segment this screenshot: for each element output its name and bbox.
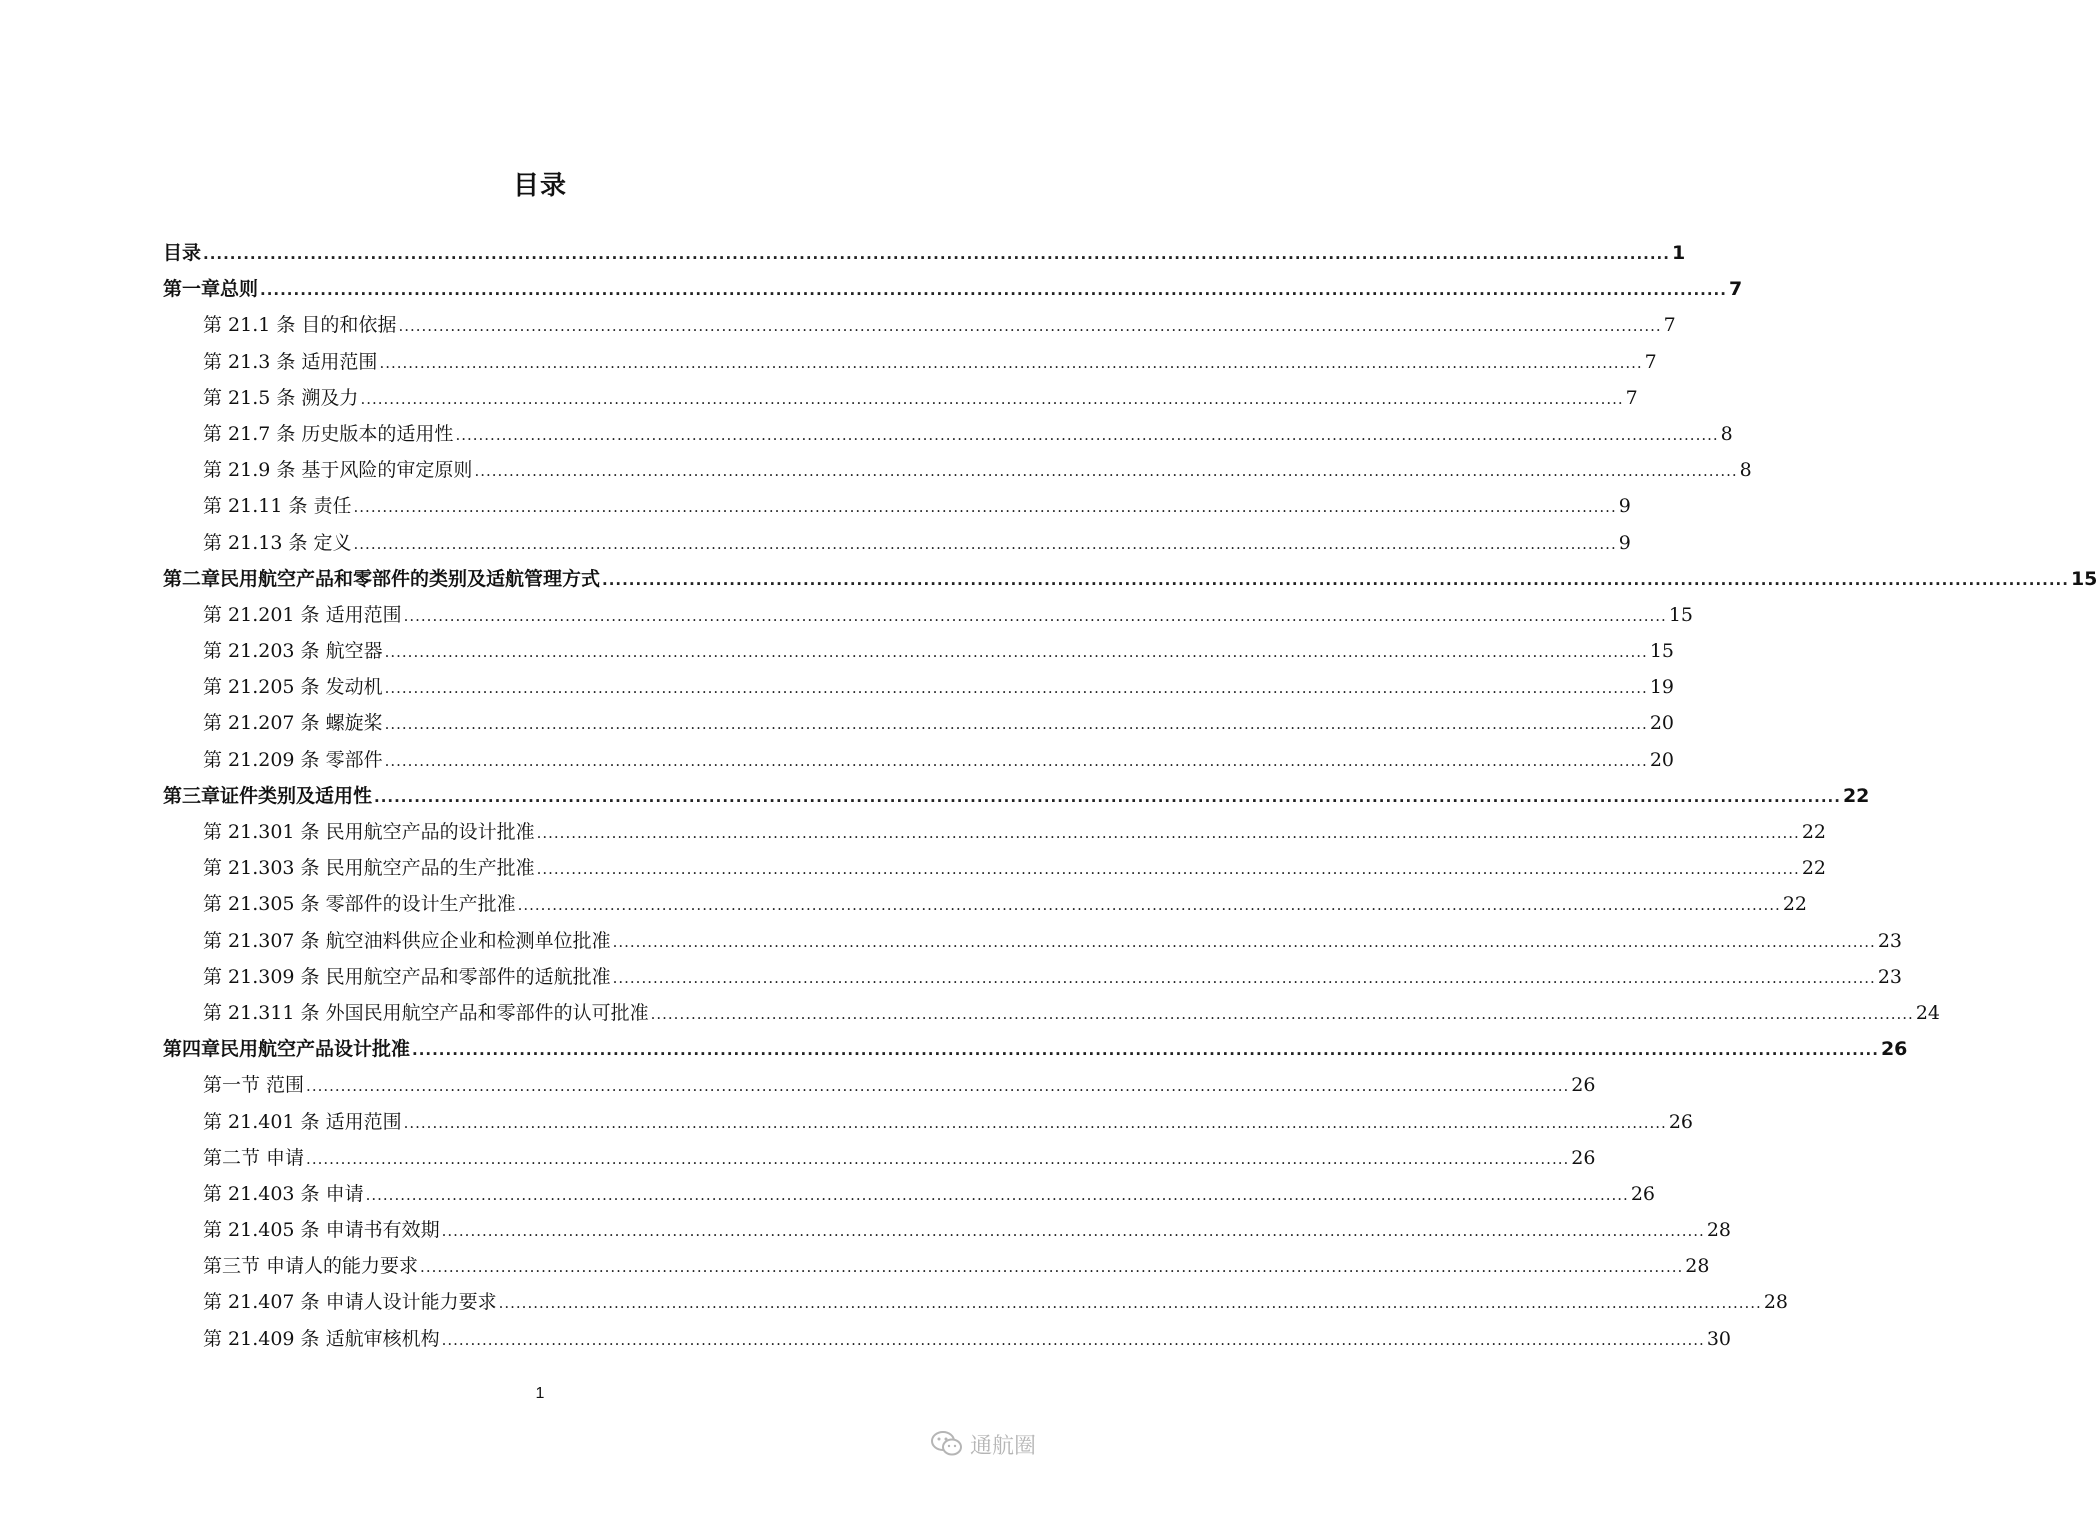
toc-entry-page: 9 [1618, 495, 1631, 518]
toc-leader-dots: ........................................................................................................................................................................................................................... [441, 1222, 1705, 1241]
toc-item-entry[interactable] [163, 452, 1752, 488]
toc-entry-label: 第三节 申请人的能力要求 [203, 1255, 419, 1278]
toc-item-entry[interactable] [163, 525, 1631, 561]
toc-item-entry[interactable] [163, 307, 1676, 343]
toc-leader-dots: ........................................................................................................................................................................................................................... [398, 317, 1662, 336]
toc-leader-dots: ........................................................................................................................................................................................................................... [353, 534, 1617, 553]
toc-entry-label: 第 21.405 条 申请书有效期 [203, 1219, 440, 1242]
toc-leader-dots: ........................................................................................................................................................................................................................... [260, 281, 1727, 300]
toc-entry-label: 第 21.407 条 申请人设计能力要求 [203, 1291, 497, 1314]
toc-leader-dots: ........................................................................................................................................................................................................................... [374, 787, 1841, 806]
toc-chapter-entry[interactable] [163, 1031, 1908, 1067]
toc-entry-page: 28 [1763, 1291, 1789, 1314]
toc-item-entry[interactable] [163, 959, 1903, 995]
toc-entry-page: 8 [1739, 459, 1752, 482]
toc-leader-dots: ........................................................................................................................................................................................................................... [403, 1113, 1667, 1132]
toc-entry-page: 7 [1663, 314, 1676, 337]
toc-leader-dots: ........................................................................................................................................................................................................................... [403, 606, 1667, 625]
toc-item-entry[interactable] [163, 1067, 1596, 1103]
toc-chapter-entry[interactable] [163, 235, 1686, 271]
toc-leader-dots: ........................................................................................................................................................................................................................... [384, 643, 1648, 662]
toc-leader-dots: ........................................................................................................................................................................................................................... [412, 1041, 1879, 1060]
toc-entry-label: 第 21.205 条 发动机 [203, 676, 383, 699]
toc-item-entry[interactable] [163, 923, 1903, 959]
toc-entry-label: 第 21.11 条 责任 [203, 495, 352, 518]
toc-item-entry[interactable] [163, 1176, 1656, 1212]
toc-item-entry[interactable] [163, 886, 1808, 922]
toc-entry-page: 7 [1644, 350, 1657, 373]
toc-item-entry[interactable] [163, 1212, 1732, 1248]
toc-entry-label: 第 21.203 条 航空器 [203, 640, 383, 663]
toc-entry-label: 第 21.207 条 螺旋桨 [203, 712, 383, 735]
toc-chapter-entry[interactable] [163, 271, 1743, 307]
toc-item-entry[interactable] [163, 1321, 1732, 1357]
toc-entry-page: 28 [1706, 1219, 1732, 1242]
toc-entry-label: 第 21.305 条 零部件的设计生产批准 [203, 893, 516, 916]
toc-entry-label: 第 21.1 条 目的和依据 [203, 314, 397, 337]
page-title: 目录 [512, 171, 567, 201]
toc-item-entry[interactable] [163, 344, 1657, 380]
toc-entry-page: 15 [2070, 567, 2097, 590]
toc-leader-dots: ........................................................................................................................................................................................................................... [365, 1185, 1629, 1204]
toc-item-entry[interactable] [163, 633, 1675, 669]
toc-entry-label: 目录 [163, 242, 202, 264]
toc-entry-page: 24 [1915, 1001, 1941, 1024]
toc-leader-dots: ........................................................................................................................................................................................................................... [306, 1077, 1570, 1096]
toc-entry-page: 23 [1877, 965, 1903, 988]
toc-item-entry[interactable] [163, 814, 1827, 850]
toc-entry-label: 第 21.311 条 外国民用航空产品和零部件的认可批准 [203, 1001, 649, 1024]
toc-leader-dots: ........................................................................................................................................................................................................................... [384, 715, 1648, 734]
toc-entry-page: 1 [1671, 242, 1686, 264]
watermark [930, 1427, 1036, 1461]
page-number: 1 [535, 1385, 545, 1402]
toc-leader-dots: ........................................................................................................................................................................................................................... [517, 896, 1781, 915]
toc-chapter-entry[interactable] [163, 561, 2097, 597]
toc-item-entry[interactable] [163, 705, 1675, 741]
toc-entry-page: 22 [1801, 821, 1827, 843]
toc-item-entry[interactable] [163, 742, 1675, 778]
toc-chapter-entry[interactable] [163, 778, 1870, 814]
toc-entry-label: 第 21.401 条 适用范围 [203, 1110, 402, 1133]
toc-leader-dots: ........................................................................................................................................................................................................................... [455, 425, 1719, 444]
toc-item-entry[interactable] [163, 597, 1694, 633]
toc-entry-label: 第四章民用航空产品设计批准 [163, 1038, 411, 1061]
toc-leader-dots: ........................................................................................................................................................................................................................... [612, 968, 1876, 987]
toc-entry-page: 26 [1880, 1038, 1908, 1061]
toc-entry-label: 第一节 范围 [203, 1074, 305, 1097]
toc-entry-label: 第 21.9 条 基于风险的审定原则 [203, 459, 473, 482]
toc-entry-page: 15 [1649, 640, 1675, 663]
toc-item-entry[interactable] [163, 488, 1631, 524]
toc-entry-label: 第 21.309 条 民用航空产品和零部件的适航批准 [203, 965, 611, 988]
toc-entry-label: 第 21.5 条 溯及力 [203, 386, 359, 409]
toc-entry-page: 22 [1801, 857, 1827, 880]
toc-leader-dots: ........................................................................................................................................................................................................................... [353, 498, 1617, 517]
toc-entry-page: 8 [1720, 422, 1733, 445]
toc-entry-page: 26 [1668, 1110, 1694, 1133]
toc-entry-label: 第 21.301 条 民用航空产品的设计批准 [203, 821, 535, 843]
toc-item-entry[interactable] [163, 995, 1941, 1031]
toc-item-entry[interactable] [163, 1104, 1694, 1140]
toc-entry-page: 20 [1649, 712, 1675, 735]
toc-leader-dots: ........................................................................................................................................................................................................................... [306, 1149, 1570, 1168]
watermark-text: 通航圈 [970, 1433, 1037, 1459]
toc-entry-label: 第三章证件类别及适用性 [163, 784, 373, 807]
toc-entry-label: 第 21.209 条 零部件 [203, 748, 383, 771]
toc-item-entry[interactable] [163, 416, 1733, 452]
toc-entry-label: 第 21.403 条 申请 [203, 1182, 364, 1205]
table-of-contents [163, 235, 2097, 1357]
wechat-icon [930, 1429, 964, 1459]
toc-item-entry[interactable] [163, 1140, 1596, 1176]
toc-entry-label: 第 21.3 条 适用范围 [203, 350, 378, 373]
toc-leader-dots: ........................................................................................................................................................................................................................... [360, 389, 1624, 408]
toc-leader-dots: ........................................................................................................................................................................................................................... [650, 1004, 1914, 1023]
toc-leader-dots: ........................................................................................................................................................................................................................... [203, 245, 1670, 263]
toc-entry-page: 26 [1630, 1182, 1656, 1205]
toc-entry-page: 30 [1706, 1327, 1732, 1350]
toc-leader-dots: ........................................................................................................................................................................................................................... [602, 570, 2069, 589]
toc-entry-label: 第 21.409 条 适航审核机构 [203, 1327, 440, 1350]
toc-item-entry[interactable] [163, 850, 1827, 886]
toc-leader-dots: ........................................................................................................................................................................................................................... [384, 751, 1648, 770]
toc-entry-page: 7 [1625, 386, 1638, 409]
toc-item-entry[interactable] [163, 380, 1638, 416]
toc-entry-page: 22 [1842, 784, 1870, 807]
toc-item-entry[interactable] [163, 1284, 1789, 1320]
toc-entry-label: 第二章民用航空产品和零部件的类别及适航管理方式 [163, 567, 601, 590]
toc-entry-page: 7 [1728, 278, 1743, 301]
toc-leader-dots: ........................................................................................................................................................................................................................... [379, 353, 1643, 372]
toc-entry-page: 26 [1571, 1146, 1596, 1169]
toc-entry-page: 22 [1782, 893, 1808, 916]
toc-leader-dots: ........................................................................................................................................................................................................................... [536, 860, 1800, 879]
toc-entry-label: 第一章总则 [163, 278, 259, 301]
toc-entry-label: 第 21.303 条 民用航空产品的生产批准 [203, 857, 535, 880]
toc-leader-dots: ........................................................................................................................................................................................................................... [384, 679, 1648, 698]
toc-entry-label: 第 21.201 条 适用范围 [203, 603, 402, 626]
toc-leader-dots: ........................................................................................................................................................................................................................... [536, 824, 1800, 842]
toc-entry-label: 第 21.13 条 定义 [203, 531, 352, 554]
toc-item-entry[interactable] [163, 1248, 1710, 1284]
toc-entry-page: 23 [1877, 929, 1903, 952]
toc-entry-label: 第二节 申请 [203, 1146, 305, 1169]
toc-item-entry[interactable] [163, 669, 1675, 705]
toc-leader-dots: ........................................................................................................................................................................................................................... [474, 462, 1738, 481]
toc-entry-page: 19 [1649, 676, 1675, 699]
toc-leader-dots: ........................................................................................................................................................................................................................... [441, 1330, 1705, 1349]
toc-entry-label: 第 21.7 条 历史版本的适用性 [203, 422, 454, 445]
toc-entry-label: 第 21.307 条 航空油料供应企业和检测单位批准 [203, 929, 611, 952]
toc-leader-dots: ........................................................................................................................................................................................................................... [612, 932, 1876, 951]
toc-entry-page: 26 [1571, 1074, 1596, 1097]
toc-leader-dots: ........................................................................................................................................................................................................................... [420, 1258, 1684, 1277]
toc-entry-page: 15 [1668, 603, 1694, 626]
toc-entry-page: 20 [1649, 748, 1675, 771]
toc-entry-page: 28 [1685, 1255, 1710, 1278]
toc-entry-page: 9 [1618, 531, 1631, 554]
toc-leader-dots: ........................................................................................................................................................................................................................... [498, 1294, 1762, 1313]
